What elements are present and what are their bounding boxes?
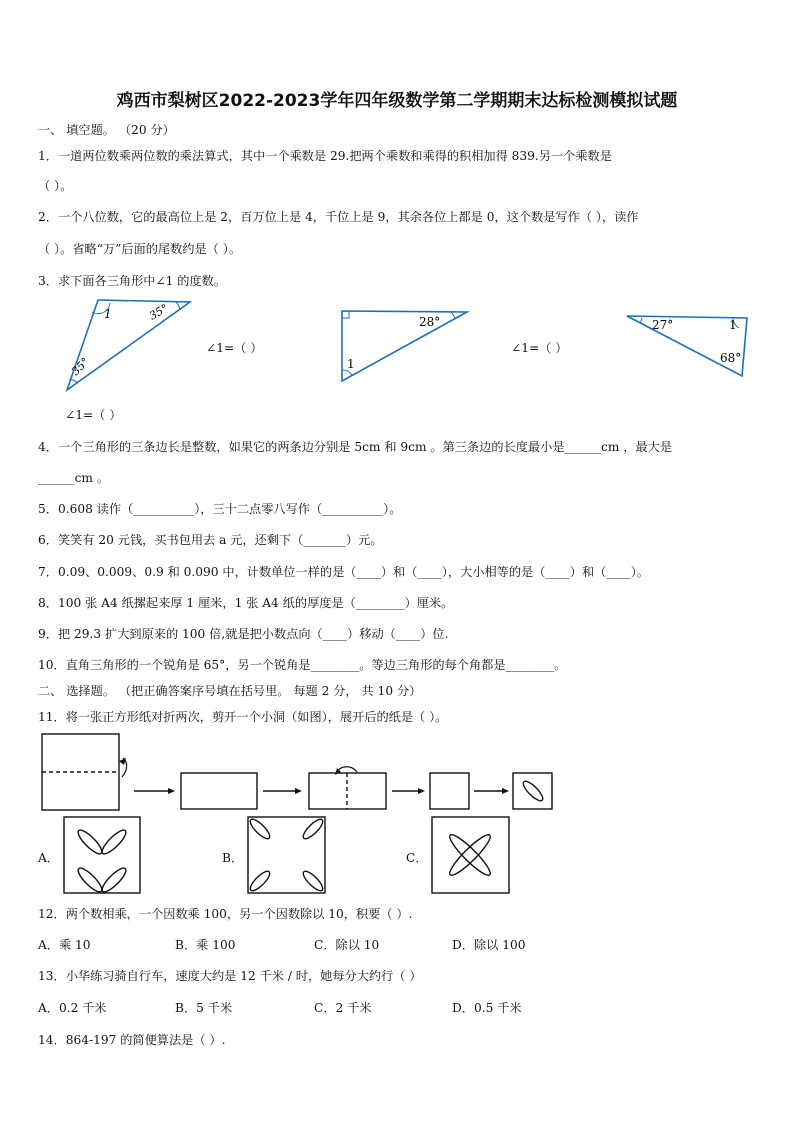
folding-figure (0, 728, 794, 898)
question-8: 8．100 张 A4 纸摞起来厚 1 厘米，1 张 A4 纸的厚度是（________）厘米。 (38, 596, 454, 610)
tri3-label-27: 27° (652, 318, 674, 332)
q11-option-b: B． (222, 851, 244, 865)
q13-option-d: D．0.5 千米 (452, 1001, 522, 1015)
question-7: 7．0.09、0.009、0.9 和 0.090 中，计数单位一样的是（____）和（____），大小相等的是（____）和（____）。 (38, 565, 649, 579)
tri3-label-1: 1 (729, 318, 737, 332)
triangle-2 (342, 311, 467, 381)
question-12: 12．两个数相乘，一个因数乘 100，另一个因数除以 10，积要（ ）. (38, 907, 413, 921)
question-2-line-1: 2．一个八位数，它的最高位上是 2，百万位上是 4，千位上是 9，其余各位上都是 0，这个数是写作（ ），读作 (38, 210, 639, 224)
question-14: 14．864-197 的简便算法是（ ）. (38, 1033, 226, 1047)
question-1-line-1: 1．一道两位数乘两位数的乘法算式，其中一个乘数是 29.把两个乘数和乘得的积相加得 839.另一个乘数是 (38, 149, 612, 163)
page-title: 鸡西市梨树区2022-2023学年四年级数学第二学期期末达标检测模拟试题 (116, 91, 678, 111)
question-5: 5．0.608 读作（__________），三十二点零八写作（__________）。 (38, 502, 402, 516)
q12-option-b: B．乘 100 (175, 938, 236, 952)
section-1-header: 一、 填空题。 （20 分） (38, 123, 175, 137)
question-1-line-2: （ ）。 (38, 179, 73, 193)
tri3-label-68: 68° (720, 351, 742, 365)
triangle-figures (0, 292, 794, 392)
question-2-line-2: （ ）。省略“万”后面的尾数约是（ ）。 (38, 242, 242, 256)
question-4-line-1: 4．一个三角形的三条边长是整数，如果它的两条边分别是 5cm 和 9cm 。第三条边的长度最小是______cm ，最大是 (38, 440, 673, 454)
q13-option-a: A．0.2 千米 (38, 1001, 107, 1015)
triangle-1 (67, 300, 190, 390)
question-6: 6．笑笑有 20 元钱，买书包用去 a 元，还剩下（_______）元。 (38, 533, 383, 547)
q12-option-c: C．除以 10 (314, 938, 380, 952)
q13-option-b: B．5 千米 (175, 1001, 233, 1015)
tri2-label-28: 28° (419, 315, 441, 329)
tri3-answer: ∠1=（ ） (65, 408, 122, 422)
q11-option-c: C． (406, 851, 428, 865)
question-9: 9．把 29.3 扩大到原来的 100 倍,就是把小数点向（____）移动（____）位. (38, 627, 449, 641)
tri2-label-1: 1 (347, 357, 355, 371)
tri1-label-1: 1 (104, 307, 112, 321)
question-3: 3．求下面各三角形中∠1 的度数。 (38, 274, 227, 288)
tri2-answer: ∠1=（ ） (511, 341, 568, 355)
triangle-3 (627, 316, 747, 376)
section-2-header: 二、 选择题。 （把正确答案序号填在括号里。 每题 2 分， 共 10 分） (38, 684, 422, 698)
question-10: 10．直角三角形的一个锐角是 65°，另一个锐角是________。等边三角形的每个角都是________。 (38, 658, 567, 672)
question-4-line-2: ______cm 。 (38, 471, 110, 485)
tri1-answer: ∠1=（ ） (206, 341, 263, 355)
tri1-label-35a: 35° (147, 301, 171, 323)
tri1-label-35b: 35° (68, 355, 92, 379)
question-13: 13．小华练习骑自行车，速度大约是 12 千米 / 时，她每分大约行（ ） (38, 969, 422, 983)
q12-option-d: D．除以 100 (452, 938, 526, 952)
q13-option-c: C．2 千米 (314, 1001, 372, 1015)
question-11: 11．将一张正方形纸对折两次，剪开一个小洞（如图），展开后的纸是（ ）。 (38, 710, 448, 724)
q12-option-a: A．乘 10 (38, 938, 91, 952)
q11-option-a: A． (38, 851, 59, 865)
